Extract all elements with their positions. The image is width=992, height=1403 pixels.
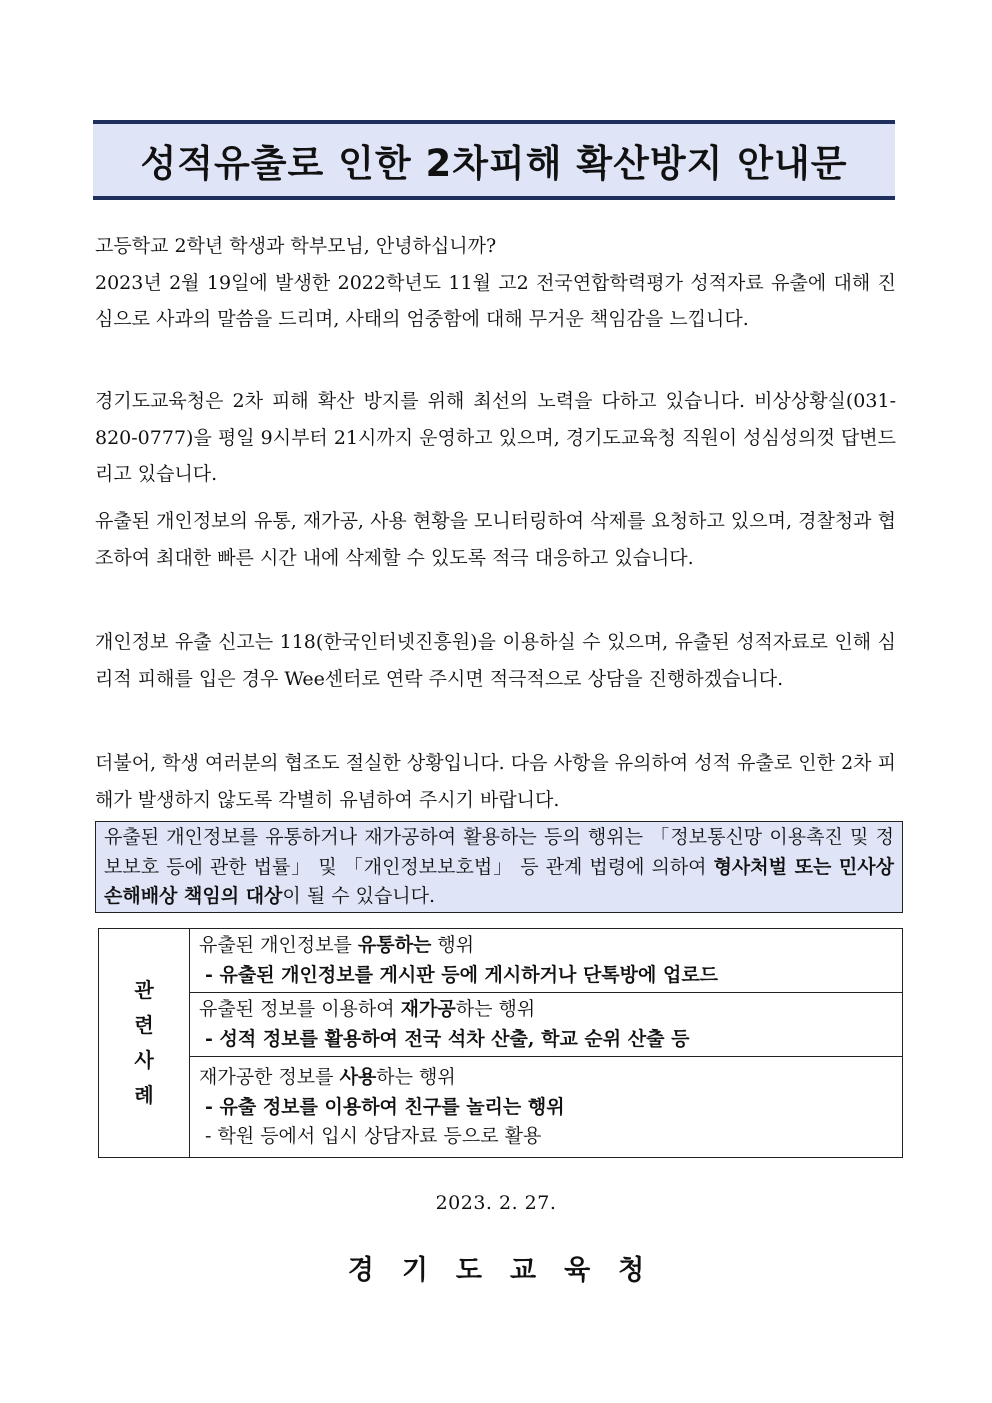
case-heading (199, 1063, 902, 1093)
title-banner (93, 120, 895, 200)
related-cases-label (99, 929, 190, 1158)
case-heading-text: 하는 행위 (455, 998, 536, 1020)
monitoring-paragraph: 유출된 개인정보의 유통, 재가공, 사용 현황을 모니터링하여 삭제를 요청하고 있으며, 경찰청과 협조하여 최대한 빠른 시간 내에 삭제할 수 있도록 적극 대응하고 있습니다. (95, 510, 896, 569)
label-char: 사 (134, 1048, 154, 1072)
greeting-paragraph (95, 228, 896, 338)
case-heading-text: 유출된 정보를 이용하여 (199, 998, 401, 1020)
related-cases-table (98, 928, 903, 1158)
case-heading-text: 행위 (431, 934, 475, 956)
case-row (99, 929, 903, 993)
case-example: - 성적 정보를 활용하여 전국 석차 산출, 학교 순위 산출 등 (205, 1027, 690, 1050)
case-usage (190, 1057, 903, 1158)
case-row (99, 1057, 903, 1158)
case-heading-keyword: 유통하는 (357, 934, 432, 956)
label-char: 련 (134, 1013, 154, 1037)
notice-text-bold: 형사처벌 또는 민사상 손해배상 책임의 대상 (104, 855, 894, 907)
case-heading-text: 재가공한 정보를 (199, 1066, 340, 1088)
case-heading-keyword: 사용 (339, 1066, 377, 1088)
apology-text: 2023년 2월 19일에 발생한 2022학년도 11월 고2 전국연합학력평가 성적자료 유출에 대해 진심으로 사과의 말씀을 드리며, 사태의 엄중함에 대해 무거운 책임감을 느낍니다. (95, 271, 896, 330)
case-heading (199, 995, 902, 1025)
case-heading-text: 유출된 개인정보를 (199, 934, 358, 956)
greeting-line: 고등학교 2학년 학생과 학부모님, 안녕하십니까? (95, 235, 497, 257)
notice-text-after: 이 될 수 있습니다. (282, 885, 436, 907)
issuing-organization: 경기도교육청 (347, 1255, 673, 1286)
notice-text-before: 유출된 개인정보를 유통하거나 재가공하여 활용하는 등의 행위는 「정보통신망 이용촉진 및 정보보호 등에 관한 법률」 및 「개인정보보호법」 등 관계 법령에 의하여 (104, 826, 894, 878)
issue-date: 2023. 2. 27. (435, 1192, 557, 1214)
case-example: - 유출 정보를 이용하여 친구를 놀리는 행위 (205, 1095, 565, 1118)
document-title: 성적유출로 인한 2차피해 확산방지 안내문 (140, 142, 848, 185)
case-example: - 학원 등에서 입시 상담자료 등으로 활용 (205, 1125, 542, 1147)
case-heading-text: 하는 행위 (376, 1066, 456, 1088)
cooperation-paragraph: 더불어, 학생 여러분의 협조도 절실한 상황입니다. 다음 사항을 유의하여 성적 유출로 인한 2차 피해가 발생하지 않도록 각별히 유념하여 주시기 바랍니다. (95, 752, 896, 811)
case-distribution (190, 929, 903, 993)
case-heading (199, 931, 902, 961)
label-char: 관 (134, 978, 154, 1002)
case-example: - 유출된 개인정보를 게시판 등에 게시하거나 단톡방에 업로드 (205, 963, 719, 986)
emergency-room-paragraph: 경기도교육청은 2차 피해 확산 방지를 위해 최선의 노력을 다하고 있습니다. 비상상황실(031-820-0777)을 평일 9시부터 21시까지 운영하고 있으며, 경기도교육청 직원이 성심성의껏 답변드리고 있습니다. (95, 390, 896, 485)
case-row (99, 993, 903, 1057)
case-reprocessing (190, 993, 903, 1057)
report-paragraph: 개인정보 유출 신고는 118(한국인터넷진흥원)을 이용하실 수 있으며, 유출된 성적자료로 인해 심리적 피해를 입은 경우 Wee센터로 연락 주시면 적극적으로 상담을 진행하겠습니다. (95, 631, 896, 690)
legal-notice-box (95, 821, 903, 913)
case-heading-keyword: 재가공 (400, 998, 456, 1020)
label-char: 례 (134, 1083, 154, 1107)
